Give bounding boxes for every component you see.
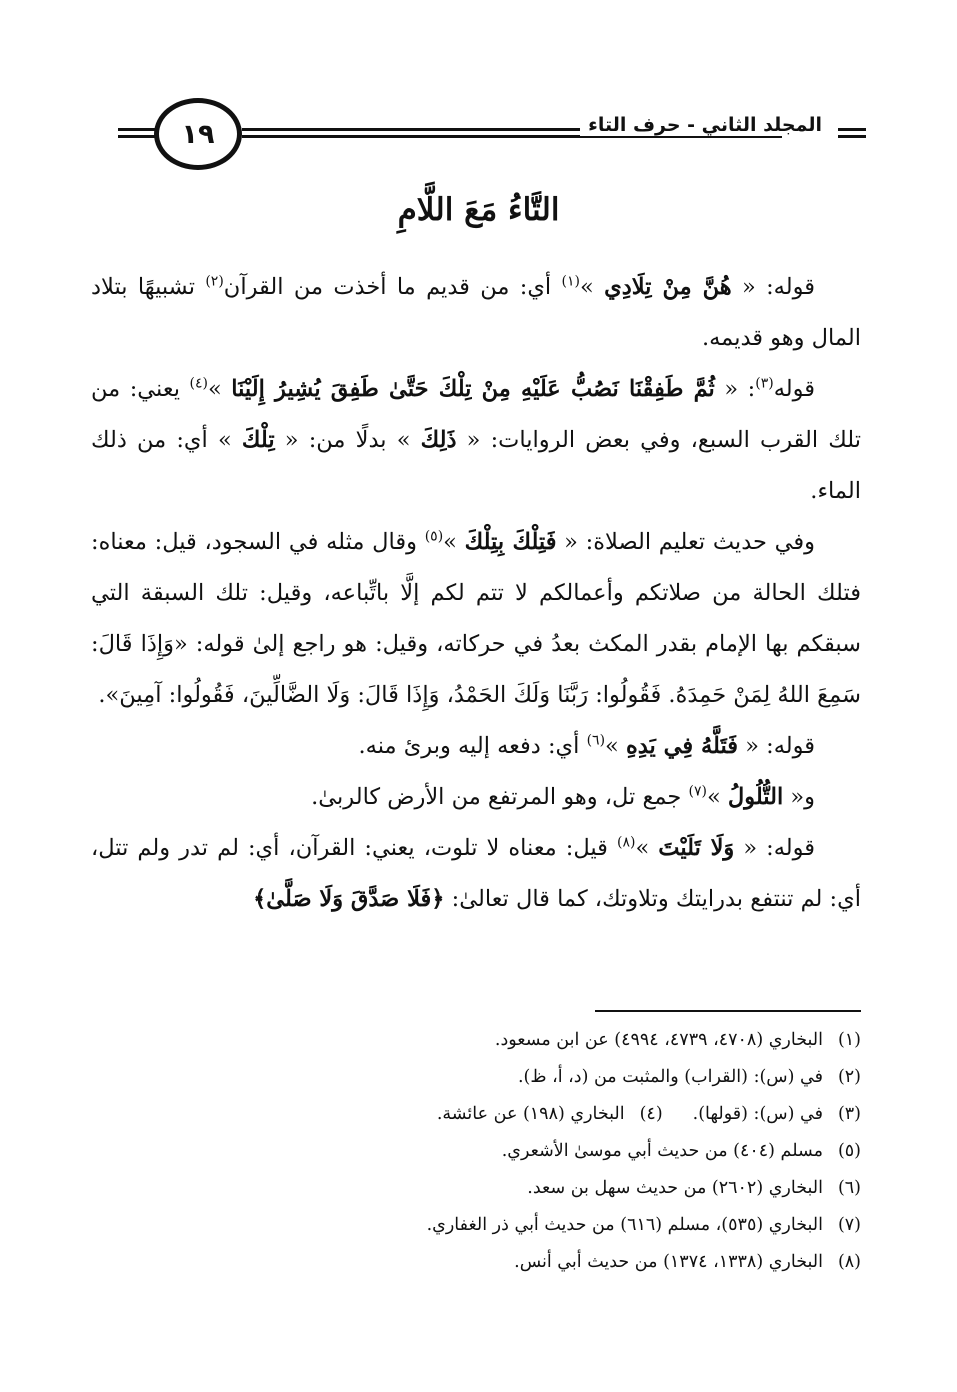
page-number-text: ١٩ [181,118,215,150]
text-run: : « [714,376,756,402]
header-rule-left-bottom [118,135,158,138]
section-title: التَّاءُ مَعَ اللَّامِ [397,192,560,228]
text-run: تشبيهًا بتلاد المال وهو قديمه. [91,274,861,351]
text-run: قوله [773,376,816,402]
paragraph-4 [91,721,861,772]
footnote-ref: (٦) [586,732,606,749]
quoted-phrase: ذَلِكَ [420,427,457,453]
footnote-ref: (٨) [616,834,636,851]
text-run: أي: دفعه إليه وبرئ منه. [358,733,587,759]
text-run: قيل: معناه لا تلوت، يعني: القرآن، أي: لم تدر ولم تتل، أي: لم تنتفع بدرايتك وتلاوتك، كما قال تعالىٰ: [91,835,861,912]
footnote-text: البخاري (٢٦٠٢) من حديث سهل بن سعد. [527,1178,823,1198]
text-run: قوله: « [734,835,816,861]
text-run: جمع تل، وهو المرتفع من الأرض كالربىٰ. [311,784,689,810]
text-run: » [443,529,465,555]
footnote-text: مسلم (٤٠٤) من حديث أبي موسىٰ الأشعري. [501,1141,823,1161]
footnote-number: (٧) [837,1215,861,1235]
page-number [154,98,242,170]
footnote-number: (٦) [837,1178,861,1198]
text-run: » [605,733,626,759]
footnote-ref: (١) [561,273,580,290]
footnote-text: البخاري (٥٣٥)، مسلم (٦١٦) من حديث أبي ذر الغفاري. [426,1215,823,1235]
footnote-text: في (س): (القراب) والمثبت من (د، أ، ظ). [517,1067,823,1087]
header-dash-bottom [838,135,866,138]
text-run: » بدلًا من: « [274,427,421,453]
text-run: وفي حديث تعليم الصلاة: « [556,529,816,555]
footnote-ref: (٤) [189,375,208,392]
footnote-number: (٢) [837,1067,861,1087]
paragraph-1 [91,262,861,364]
footnote-8 [91,1244,861,1281]
footnote-number: (٤) [639,1104,663,1124]
text-run: » أي: من ذلك الماء. [91,427,861,504]
header-rule-left-top [118,128,158,131]
quoted-phrase: هُنَّ مِنْ تِلَادِي [604,274,732,300]
quoted-phrase: فَتِلْكَ بِتِلْكَ [464,529,557,555]
paragraph-6 [91,823,861,925]
text-run: وقال مثله في السجود، قيل: معناه: فتلك الحالة من صلاتكم وأعمالكم لا تتم لكم إلَّا باتِّباعه، وقيل: تلك السبقة التي سبقكم بها الإمام بقدر المكث بعدُ في حركاته، وقيل: هو راجع إلىٰ قوله: «وَإِذَا قَالَ: سَمِعَ اللهُ لِمَنْ حَمِدَهُ. فَقُولُوا: رَبَّنَا وَلَكَ الحَمْدُ، وَإِذَا قَالَ: وَلَا الضَّالِّينَ، فَقُولُوا: آمِينَ». [91,529,861,708]
quran-verse: ﴿فَلَا صَدَّقَ وَلَا صَلَّىٰ﴾ [253,886,445,912]
main-text [91,262,861,925]
paragraph-3 [91,517,861,721]
footnote-separator [595,1010,861,1012]
footnote-ref: (٧) [688,783,707,800]
text-run: » [207,376,232,402]
quoted-phrase: تِلْكَ [241,427,275,453]
text-run: » [706,784,728,810]
footnote-text: البخاري (١٣٣٨، ١٣٧٤) من حديث أبي أنس. [514,1252,823,1272]
footnote-2 [91,1059,861,1096]
footnote-ref: (٥) [424,528,444,545]
text-run: و« [783,784,815,810]
paragraph-2 [91,364,861,517]
quoted-phrase: ثُمَّ طَفِقْنَا نَصُبُّ عَلَيْهِ مِنْ تِلْكَ حَتَّىٰ طَفِقَ يُشِيرُ إِلَيْنَا [231,376,715,402]
page-header [118,92,866,174]
text-run: » [580,274,605,300]
footnote-number: (٥) [837,1141,861,1161]
footnote-1 [91,1022,861,1059]
footnote-5 [91,1133,861,1170]
footnotes [91,1022,861,1281]
quoted-phrase: فَتَلَّهُ فِي يَدِهِ [625,733,739,759]
quoted-phrase: التُّلُولُ [727,784,784,810]
footnote-3 [91,1096,861,1133]
text-run: قوله: « [731,274,815,300]
footnote-number: (٨) [837,1252,861,1272]
footnote-7 [91,1207,861,1244]
text-run: قوله: « [738,733,815,759]
running-title: المجلد الثاني - حرف التاء [580,114,830,136]
paragraph-5 [91,772,861,823]
header-dash-top [838,128,866,131]
text-run: » [635,835,659,861]
footnote-ref: (٣) [755,375,774,392]
footnote-ref: (٢) [205,273,224,290]
text-run: يعني: من تلك القرب السبع، وفي بعض الروايات: « [91,376,861,453]
footnote-number: (١) [837,1030,861,1050]
footnote-number: (٣) [837,1104,861,1124]
footnote-text: في (س): (قولها). [692,1104,823,1124]
footnote-text: البخاري (٤٧٠٨، ٤٧٣٩، ٤٩٩٤) عن ابن مسعود. [494,1030,823,1050]
text-run: أي: من قديم ما أخذت من القرآن [223,274,562,300]
quoted-phrase: وَلَا تَلَيْتَ [658,835,735,861]
footnote-6 [91,1170,861,1207]
footnote-text: البخاري (١٩٨) عن عائشة. [436,1104,625,1124]
